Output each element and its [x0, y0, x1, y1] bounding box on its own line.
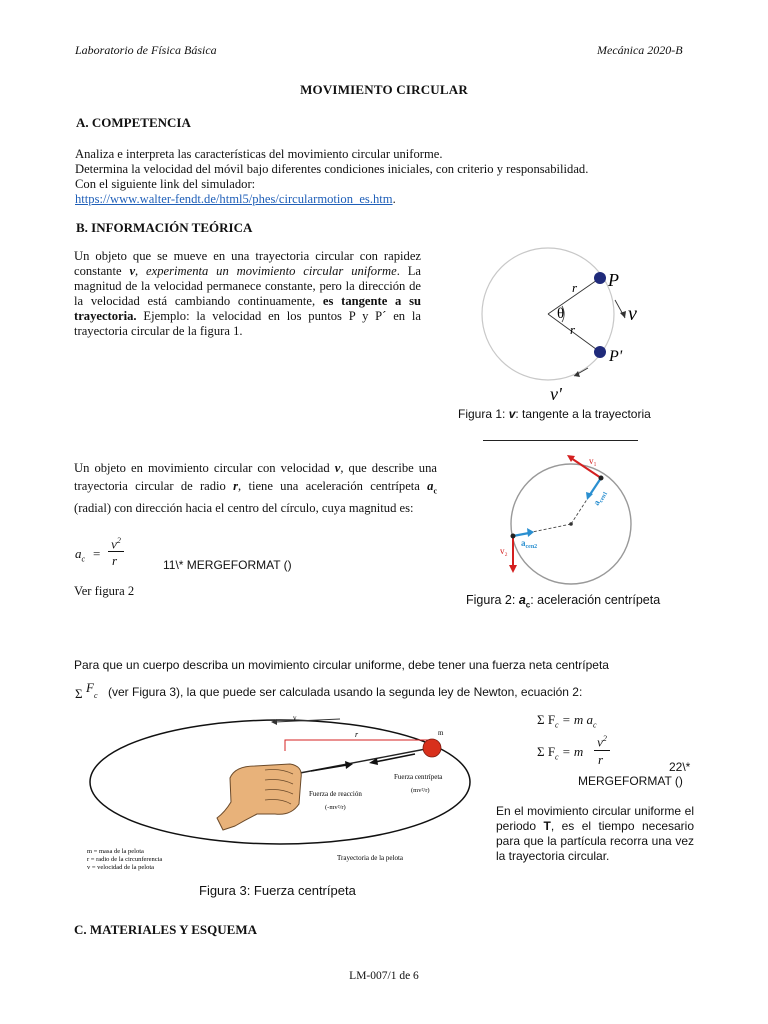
- fig3-label-fr: Fuerza de reacción: [309, 790, 362, 798]
- section-c-heading: C. MATERIALES Y ESQUEMA: [74, 922, 257, 937]
- fig1-caption-b: : tangente a la trayectoria: [515, 407, 651, 421]
- fig3-label-trayectoria: Trayectoria de la pelota: [337, 854, 404, 862]
- sum-F: F: [86, 680, 94, 695]
- eq1-num-sup: 2: [116, 536, 121, 545]
- period-text-b: , es el tiempo necesario para que la partícula recorra una vez la trayectoria circular.: [496, 819, 694, 863]
- eq2-l1-rhs-sub: c: [593, 720, 597, 730]
- fig3-legend-m: m = masa de la pelota: [87, 848, 144, 855]
- p1-text-c: . La magnitud de la velocidad permanece constante, pero la dirección de la velocidad está cambiando continuamente,: [74, 264, 421, 308]
- fig1-label-theta: θ: [557, 306, 565, 322]
- p1-v: v: [129, 264, 136, 278]
- fig3-ball: [423, 739, 441, 757]
- p1-text-bold: es tangente a su trayectoria.: [74, 294, 421, 323]
- fig2-v2-head: [509, 565, 517, 573]
- figure-2-caption: [466, 593, 660, 610]
- fig1-label-r2: r: [570, 322, 576, 337]
- p1-text-b: , experimenta un movimiento circular uniforme: [135, 264, 397, 278]
- figure-1: [470, 240, 670, 410]
- figure-2: [483, 446, 653, 586]
- fig3-r-bracket: [285, 740, 431, 751]
- eq2-l1-lhs: Σ F: [537, 712, 556, 727]
- paragraph-2: [74, 460, 437, 517]
- fig1-label-Pp: P': [609, 348, 623, 365]
- period-paragraph: [496, 804, 694, 864]
- p2-ac: a: [427, 478, 434, 493]
- fig2-label-v1: v₁: [589, 456, 597, 466]
- section-a-line-3: Con el siguiente link del simulador:: [75, 177, 256, 191]
- fig3-label-m: m: [438, 729, 444, 737]
- fig3-fr-head: [345, 761, 353, 769]
- paragraph-1: [74, 249, 421, 339]
- fig2-caption-ac: a: [518, 593, 526, 607]
- fig2-caption-b: : aceleración centrípeta: [530, 593, 661, 607]
- see-figure-2: Ver figura 2: [74, 584, 135, 598]
- fig3-label-fc-formula: (mv²/r): [411, 787, 430, 794]
- p2-ac-sub: c: [433, 486, 437, 496]
- period-T: T: [543, 819, 551, 833]
- p2-text-a: Un objeto en movimiento circular con velocidad: [74, 461, 335, 475]
- fig1-caption-v: v: [508, 407, 516, 421]
- fig1-label-vp: v': [550, 384, 562, 404]
- eq2-l2-lhs: Σ F: [537, 744, 556, 759]
- eq2-l1-rhs: = m a: [561, 712, 594, 727]
- figure-3: [85, 708, 480, 880]
- fig3-label-r: r: [355, 730, 359, 739]
- p2-text-c: , tiene una aceleración centrípeta: [238, 478, 428, 493]
- fig3-legend-v: v = velocidad de la pelota: [87, 864, 155, 871]
- fig2-caption-a: Figura 2:: [466, 593, 519, 607]
- fig1-label-r1: r: [572, 280, 578, 295]
- fig3-label-v: v: [293, 714, 297, 722]
- paragraph-3-b: (ver Figura 3), la que puede ser calculada usando la segunda ley de Newton, ecuación 2:: [108, 685, 583, 699]
- eq2-l1-sub: c: [555, 720, 559, 730]
- p2-text-b: , que describe una trayectoria circular de radio: [74, 461, 437, 493]
- fig2-acen1-arrow: [589, 478, 601, 496]
- p1-text-a: Un objeto que se mueve en una trayectoria circular con rapidez constante: [74, 249, 421, 278]
- eq1-den: r: [112, 553, 118, 568]
- simulator-link[interactable]: https://www.walter-fendt.de/html5/phes/circularmotion_es.htm: [75, 192, 393, 206]
- fig3-label-fc: Fuerza centrípeta: [394, 773, 443, 781]
- fig2-center: [569, 522, 573, 526]
- fig1-point-Pp: [594, 346, 606, 358]
- fig2-point-1: [599, 476, 604, 481]
- header-right: Mecánica 2020-B: [597, 43, 683, 57]
- p2-r: r: [233, 478, 239, 493]
- eq1-lhs-sub: c: [81, 554, 86, 564]
- eq2-num-sup: 2: [602, 734, 607, 743]
- equation-2-ref-b: MERGEFORMAT (): [578, 774, 683, 788]
- fig1-v-arrowhead: [620, 311, 626, 318]
- fig2-label-acen2: $a_{cen2}$: [521, 538, 538, 550]
- paragraph-3: Para que un cuerpo describa un movimiento circular uniforme, debe tener una fuerza neta centrípeta: [74, 658, 609, 672]
- eq1-lhs: a: [75, 546, 82, 561]
- page-footer: LM-007/1 de 6: [349, 970, 419, 982]
- eq1-num: v: [111, 536, 117, 552]
- fig2-label-acen1: $a_{cen1}$: [590, 490, 610, 507]
- fig2-point-2: [511, 534, 516, 539]
- equation-1-ref: 11\* MERGEFORMAT (): [163, 558, 292, 572]
- section-a-line-2: Determina la velocidad del móvil bajo diferentes condiciones iniciales, con criterio y responsabilidad.: [75, 162, 589, 176]
- link-period: .: [392, 192, 396, 206]
- eq2-num: v: [597, 734, 603, 750]
- p1-text-e: Ejemplo: la velocidad en los puntos P y P´ en la trayectoria circular de la figura 1.: [74, 309, 421, 338]
- eq2-l2-rhs: = m: [561, 744, 584, 759]
- section-a-body: [75, 147, 695, 207]
- fig2-label-v2: v₂: [500, 546, 508, 556]
- fig2-acen2-head: [527, 528, 534, 537]
- section-a-line-1: Analiza e interpreta las características del movimiento circular uniforme.: [75, 147, 443, 161]
- sum-symbol: Σ: [75, 686, 83, 701]
- figure-1-rule: [483, 440, 638, 441]
- section-b-heading: B. INFORMACIÓN TEÓRICA: [76, 220, 253, 235]
- fig1-label-v: v: [628, 303, 637, 325]
- equation-2-ref-a: 22\*: [669, 760, 691, 774]
- fig1-caption-a: Figura 1:: [458, 407, 509, 421]
- eq2-l2-sub: c: [555, 752, 559, 762]
- sum-c: c: [94, 691, 98, 700]
- header-left: Laboratorio de Física Básica: [75, 43, 217, 57]
- page-title: MOVIMIENTO CIRCULAR: [300, 82, 468, 97]
- section-a-heading: A. COMPETENCIA: [76, 115, 191, 130]
- period-text-a: En el movimiento circular uniforme el periodo: [496, 804, 694, 833]
- fig3-fr-arrow: [311, 765, 347, 771]
- figure-3-caption: Figura 3: Fuerza centrípeta: [199, 883, 356, 898]
- fig2-caption-sub: c: [525, 600, 531, 610]
- fig3-label-fr-formula: (-mv²/r): [325, 804, 346, 811]
- p2-text-d: (radial) con dirección hacia el centro del círculo, cuya magnitud es:: [74, 500, 414, 515]
- figure-1-caption: [458, 407, 651, 421]
- eq2-den: r: [598, 752, 604, 767]
- p2-v: v: [334, 461, 341, 475]
- fig1-point-P: [594, 272, 606, 284]
- fig3-hand: [217, 764, 301, 830]
- fig1-label-P: P: [608, 270, 619, 290]
- fig3-legend-r: r = radio de la circunferencia: [87, 856, 163, 863]
